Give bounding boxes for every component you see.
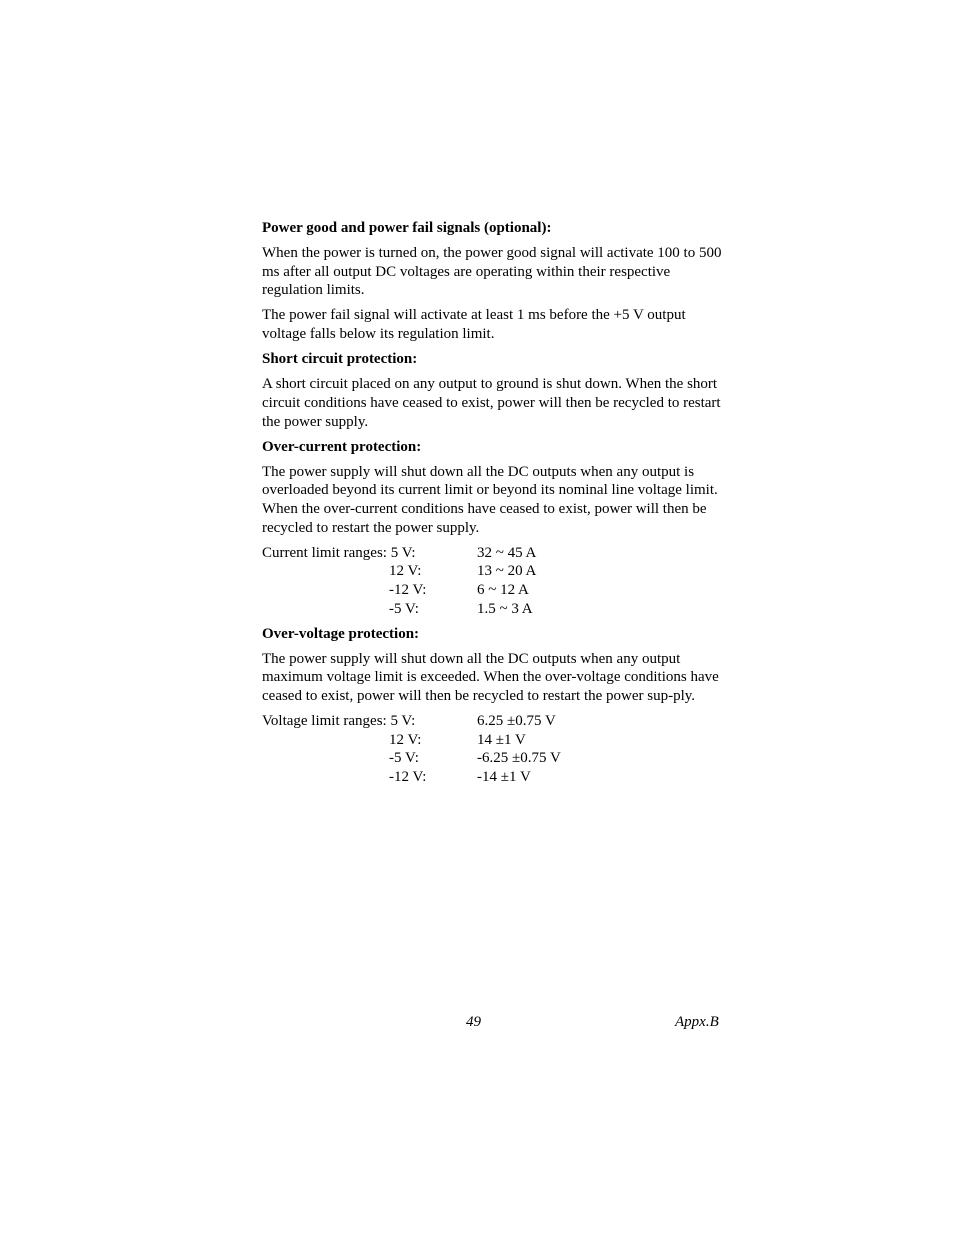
range-label: -12 V: — [389, 769, 427, 786]
paragraph: The power supply will shut down all the DC outputs when any output maximum voltage limit is exceeded. When the over-voltage conditions have ceased to exist, power will then be recycled to restart the power sup-ply. — [262, 650, 719, 705]
page-content — [262, 219, 722, 793]
section-heading: Power good and power fail signals (optional): — [262, 220, 552, 236]
section-short-circuit — [262, 350, 722, 431]
range-label: 12 V: — [389, 731, 422, 748]
range-value: 1.5 ~ 3 A — [477, 600, 533, 617]
paragraph: The power fail signal will activate at least 1 ms before the +5 V output voltage falls below its regulation limit. — [262, 307, 686, 343]
range-lead-label: Voltage limit ranges: 5 V: — [262, 713, 416, 730]
section-heading: Short circuit protection: — [262, 351, 418, 368]
range-row — [262, 600, 722, 619]
range-label: 12 V: — [389, 563, 422, 580]
range-label: -5 V: — [389, 750, 419, 767]
range-value: 14 ±1 V — [477, 731, 526, 748]
range-row — [262, 768, 722, 787]
range-value: 6.25 ±0.75 V — [477, 713, 556, 730]
appendix-label: Appx.B — [675, 1014, 719, 1030]
section-over-current — [262, 438, 722, 619]
range-lead-label: Current limit ranges: 5 V: — [262, 544, 416, 561]
section-power-good — [262, 219, 722, 344]
paragraph: When the power is turned on, the power good signal will activate 100 to 500 ms after all output DC voltages are operating within their respective regulation limits. — [262, 245, 722, 299]
section-heading: Over-voltage protection: — [262, 625, 420, 642]
range-row — [262, 712, 722, 731]
paragraph: A short circuit placed on any output to ground is shut down. When the short circuit conditions have ceased to exist, power will then be recycled to restart the power supply. — [262, 376, 721, 430]
range-row — [262, 581, 722, 600]
range-row — [262, 562, 722, 581]
range-value: -6.25 ±0.75 V — [477, 750, 561, 767]
section-over-voltage — [262, 625, 722, 787]
voltage-limit-ranges — [262, 712, 722, 787]
paragraph: The power supply will shut down all the DC outputs when any output is overloaded beyond its current limit or beyond its nominal line voltage limit. When the over-current conditions have ceased to exist, power will then be recycled to restart the power supply. — [262, 463, 718, 536]
range-value: 13 ~ 20 A — [477, 563, 537, 580]
range-row — [262, 544, 722, 563]
range-label: -5 V: — [389, 600, 419, 617]
range-value: -14 ±1 V — [477, 769, 531, 786]
section-heading: Over-current protection: — [262, 438, 422, 455]
range-row — [262, 731, 722, 750]
current-limit-ranges — [262, 544, 722, 619]
range-value: 32 ~ 45 A — [477, 544, 537, 561]
range-row — [262, 749, 722, 768]
page-number: 49 — [466, 1014, 481, 1030]
range-label: -12 V: — [389, 582, 427, 598]
range-value: 6 ~ 12 A — [477, 582, 529, 598]
